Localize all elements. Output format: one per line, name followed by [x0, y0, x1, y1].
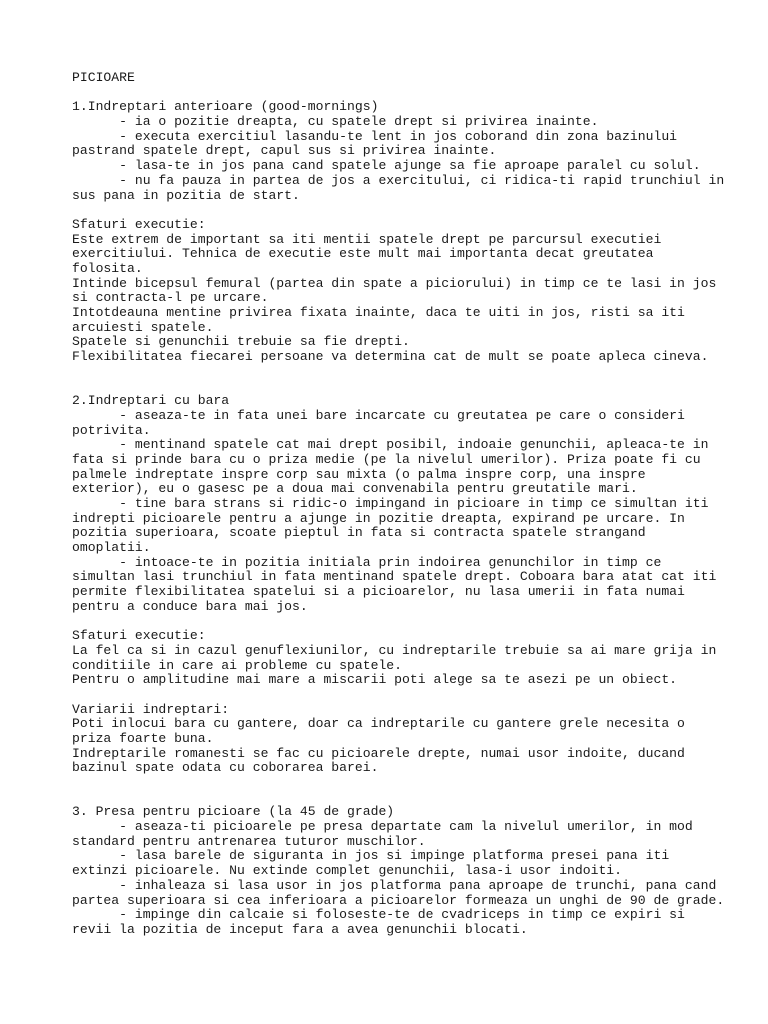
blank-line: [72, 86, 702, 101]
text-line: bazinul spate odata cu coborarea barei.: [72, 760, 379, 776]
text-line: - lasa-te in jos pana cand spatele ajunge sa fie aproape paralel cu solul.: [72, 158, 701, 174]
text-line: arcuiesti spatele.: [72, 319, 214, 335]
document-title: PICIOARE: [72, 70, 135, 85]
section-heading: 2.Indreptari cu bara: [72, 393, 230, 409]
blank-line: [72, 203, 702, 218]
text-line: si contracta-l pe urcare.: [72, 290, 269, 306]
subsection-heading: Variarii indreptari:: [72, 701, 230, 717]
text-line: partea superioara si cea inferioara a picioarelor formeaza un unghi de 90 de grade.: [72, 892, 725, 908]
blank-line: [72, 776, 702, 791]
document-body: [72, 70, 725, 938]
text-line: indrepti picioarele pentru a ajunge in pozitie dreapta, expirand pe urcare. In: [72, 510, 685, 526]
text-line: Spatele si genunchii trebuie sa fie drepti.: [72, 334, 410, 350]
text-line: Intotdeauna mentine privirea fixata inainte, daca te uiti in jos, risti sa iti: [72, 305, 685, 320]
text-line: permite flexibilitatea spatelui si a picioarelor, nu lasa umerii in fata numai: [72, 584, 685, 600]
text-line: - tine bara strans si ridic-o impingand in picioare in timp ce simultan iti: [72, 495, 709, 511]
text-line: palmele indreptate inspre corp sau mixta (o palma inspre corp, una inspre: [72, 466, 646, 482]
text-line: - inhaleaza si lasa usor in jos platforma pana aproape de trunchi, pana cand: [72, 877, 717, 893]
text-line: priza foarte buna.: [72, 730, 214, 746]
section-heading: 3. Presa pentru picioare (la 45 de grade): [72, 804, 395, 820]
text-line: - ia o pozitie dreapta, cu spatele drept si privirea inainte.: [72, 114, 599, 130]
text-line: pastrand spatele drept, capul sus si privirea inainte.: [72, 143, 497, 159]
blank-line: [72, 791, 702, 806]
blank-line: [72, 365, 702, 380]
text-line: pentru a conduce bara mai jos.: [72, 598, 308, 614]
text-line: fata si prinde bara cu o priza medie (pe la nivelul umerilor). Priza poate fi cu: [72, 451, 701, 467]
subsection-heading: Sfaturi executie:: [72, 216, 206, 232]
text-line: simultan lasi trunchiul in fata mentinand spatele drept. Coboara bara atat cat iti: [72, 569, 717, 585]
blank-line: [72, 688, 702, 703]
text-line: - aseaza-te in fata unei bare incarcate cu greutatea pe care o consideri: [72, 407, 685, 423]
text-line: revii la pozitia de inceput fara a avea genunchii blocati.: [72, 921, 528, 937]
text-line: Este extrem de important sa iti mentii spatele drept pe parcursul executiei: [72, 231, 662, 247]
text-line: extinzi picioarele. Nu extinde complet genunchii, lasa-i usor indoiti.: [72, 863, 623, 879]
text-line: - lasa barele de siguranta in jos si impinge platforma presei pana iti: [72, 848, 670, 864]
text-line: sus pana in pozitia de start.: [72, 187, 300, 203]
blank-line: [72, 379, 702, 394]
text-line: Intinde bicepsul femural (partea din spate a piciorului) in timp ce te lasi in jos: [72, 275, 717, 291]
text-line: exterior), eu o gasesc pe a doua mai convenabila pentru greutatile mari.: [72, 481, 638, 497]
text-line: - nu fa pauza in partea de jos a exercitului, ci ridica-ti rapid trunchiul in: [72, 172, 725, 188]
text-line: pozitia superioara, scoate pieptul in fata si contracta spatele strangand: [72, 525, 646, 541]
text-line: folosita.: [72, 260, 143, 276]
text-line: - executa exercitiul lasandu-te lent in jos coborand din zona bazinului: [72, 128, 678, 144]
text-line: - intoace-te in pozitia initiala prin indoirea genunchilor in timp ce: [72, 554, 662, 570]
section-heading: 1.Indreptari anterioare (good-mornings): [72, 99, 379, 115]
text-line: Indreptarile romanesti se fac cu picioarele drepte, numai usor indoite, ducand: [72, 745, 685, 761]
text-line: - mentinand spatele cat mai drept posibil, indoaie genunchii, apleaca-te in: [72, 437, 709, 453]
text-line: conditiile in care ai probleme cu spatele.: [72, 657, 403, 673]
blank-line: [72, 614, 702, 629]
text-line: La fel ca si in cazul genuflexiunilor, cu indreptarile trebuie sa ai mare grija in: [72, 642, 717, 658]
text-line: potrivita.: [72, 422, 151, 438]
text-line: Pentru o amplitudine mai mare a miscarii poti alege sa te asezi pe un obiect.: [72, 672, 678, 688]
text-line: - aseaza-ti picioarele pe presa departate cam la nivelul umerilor, in mod: [72, 819, 693, 835]
text-line: omoplatii.: [72, 540, 151, 555]
text-line: Flexibilitatea fiecarei persoane va determina cat de mult se poate apleca cineva.: [72, 349, 709, 365]
text-line: - impinge din calcaie si foloseste-te de cvadriceps in timp ce expiri si: [72, 907, 685, 923]
text-line: exercitiului. Tehnica de executie este mult mai importanta decat greutatea: [72, 246, 654, 262]
subsection-heading: Sfaturi executie:: [72, 628, 206, 644]
text-line: standard pentru antrenarea tuturor muschilor.: [72, 833, 426, 849]
text-line: Poti inlocui bara cu gantere, doar ca indreptarile cu gantere grele necesita o: [72, 716, 685, 732]
